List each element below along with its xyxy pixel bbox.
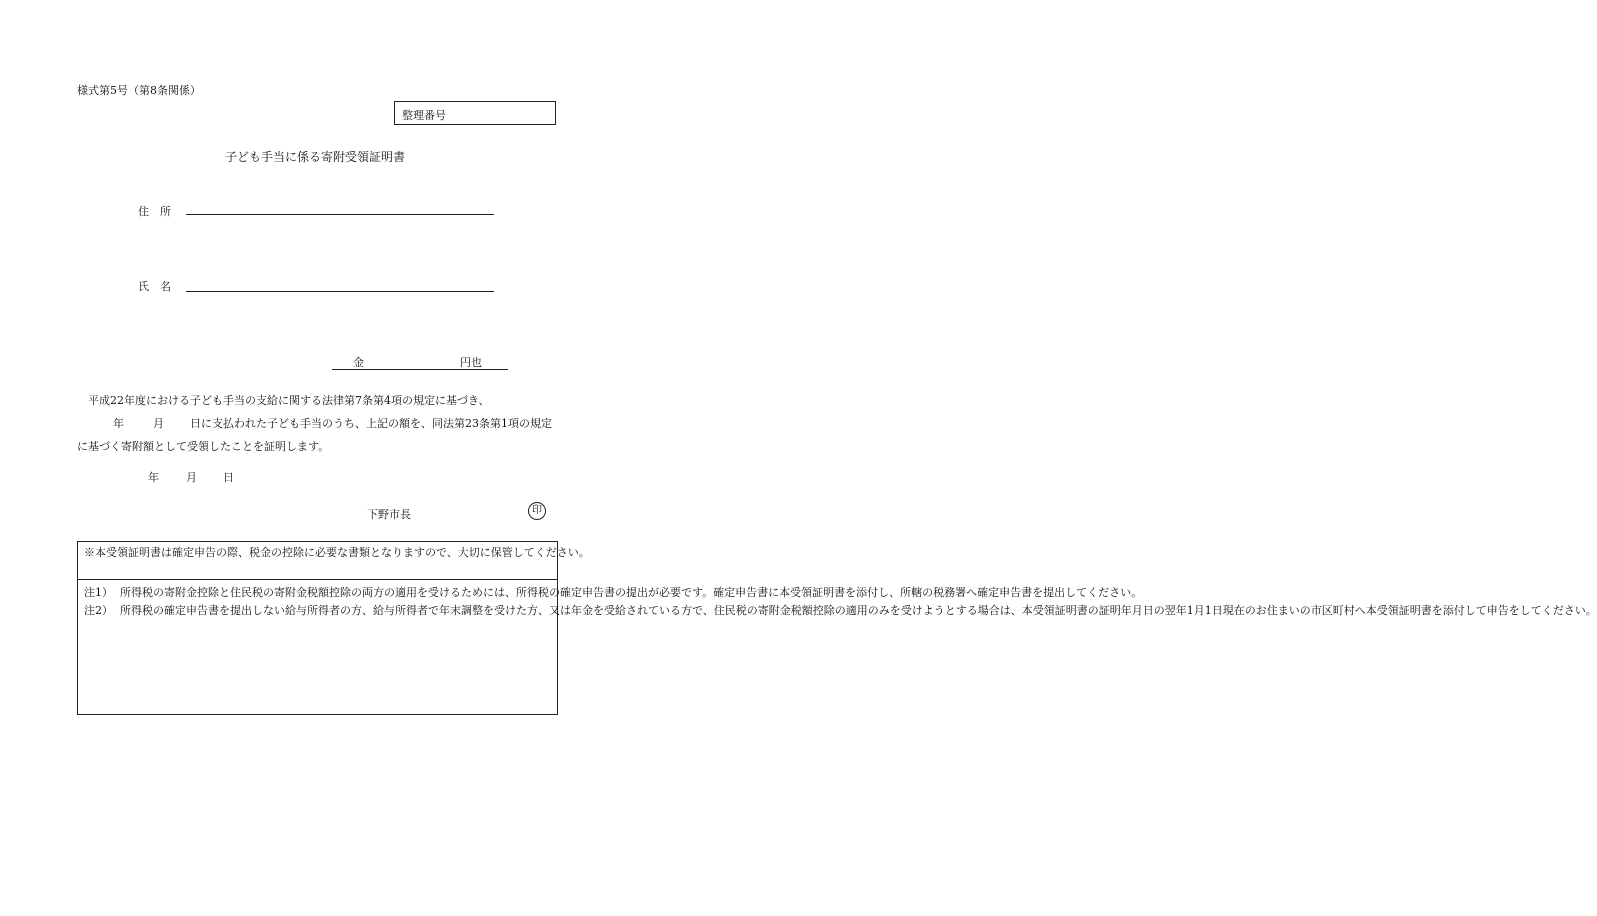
address-label: 住 所 xyxy=(138,205,171,218)
reference-number-box xyxy=(394,101,556,125)
note-item xyxy=(84,584,1143,602)
amount-prefix: 金 xyxy=(353,356,364,369)
document-title: 子ども手当に係る寄附受領証明書 xyxy=(224,150,405,164)
seal-mark: 印 xyxy=(528,502,546,520)
note-text: 所得税の寄附金控除と住民税の寄附金税額控除の両方の適用を受けるためには、所得税の確定申告書の提出が必要です。確定申告書に本受領証明書を添付し、所轄の税務署へ確定申告書を提出してください。 xyxy=(120,586,1143,599)
name-field-line xyxy=(186,291,494,292)
address-field-line xyxy=(186,214,494,215)
note-text: 所得税の確定申告書を提出しない給与所得者の方、給与所得者で年末調整を受けた方、又は年金を受給されている方で、住民税の寄附金税額控除の適用のみを受けようとする場合は、本受領証明書の証明年月日の翌年1月1日現在のお住まいの市区町村へ本受領証明書を添付して申告をしてください。 xyxy=(120,603,1597,617)
certification-text xyxy=(77,389,557,458)
reference-number-label: 整理番号 xyxy=(402,109,446,122)
note-key: 注1） xyxy=(84,586,113,599)
payment-day-and-statement: 日に支払われた子ども手当のうち、上記の額を、同法第23条第1項の規定に基づく寄附額として受領したことを証明します。 xyxy=(77,417,552,453)
issue-year-label: 年 xyxy=(148,471,159,484)
note-key: 注2） xyxy=(84,603,113,617)
storage-warning: ※本受領証明書は確定申告の際、税金の控除に必要な書類となりますので、大切に保管してください。 xyxy=(78,542,557,580)
form-number: 様式第5号（第8条関係） xyxy=(77,84,201,97)
payment-month-label: 月 xyxy=(153,417,164,430)
amount-field xyxy=(332,354,508,370)
certification-line-1: 平成22年度における子ども手当の支給に関する法律第7条第4項の規定に基づき、 xyxy=(88,394,490,407)
note-item xyxy=(84,602,1597,620)
issuer-title: 下野市長 xyxy=(367,508,411,521)
notes-list xyxy=(78,580,1597,619)
certification-line-2 xyxy=(77,412,557,458)
issue-date xyxy=(148,469,234,485)
issue-month-label: 月 xyxy=(186,471,197,484)
notice-box xyxy=(77,541,1597,715)
issue-day-label: 日 xyxy=(223,471,234,484)
payment-year-label: 年 xyxy=(113,417,124,430)
amount-suffix: 円也 xyxy=(460,356,482,369)
name-label: 氏 名 xyxy=(138,280,171,293)
